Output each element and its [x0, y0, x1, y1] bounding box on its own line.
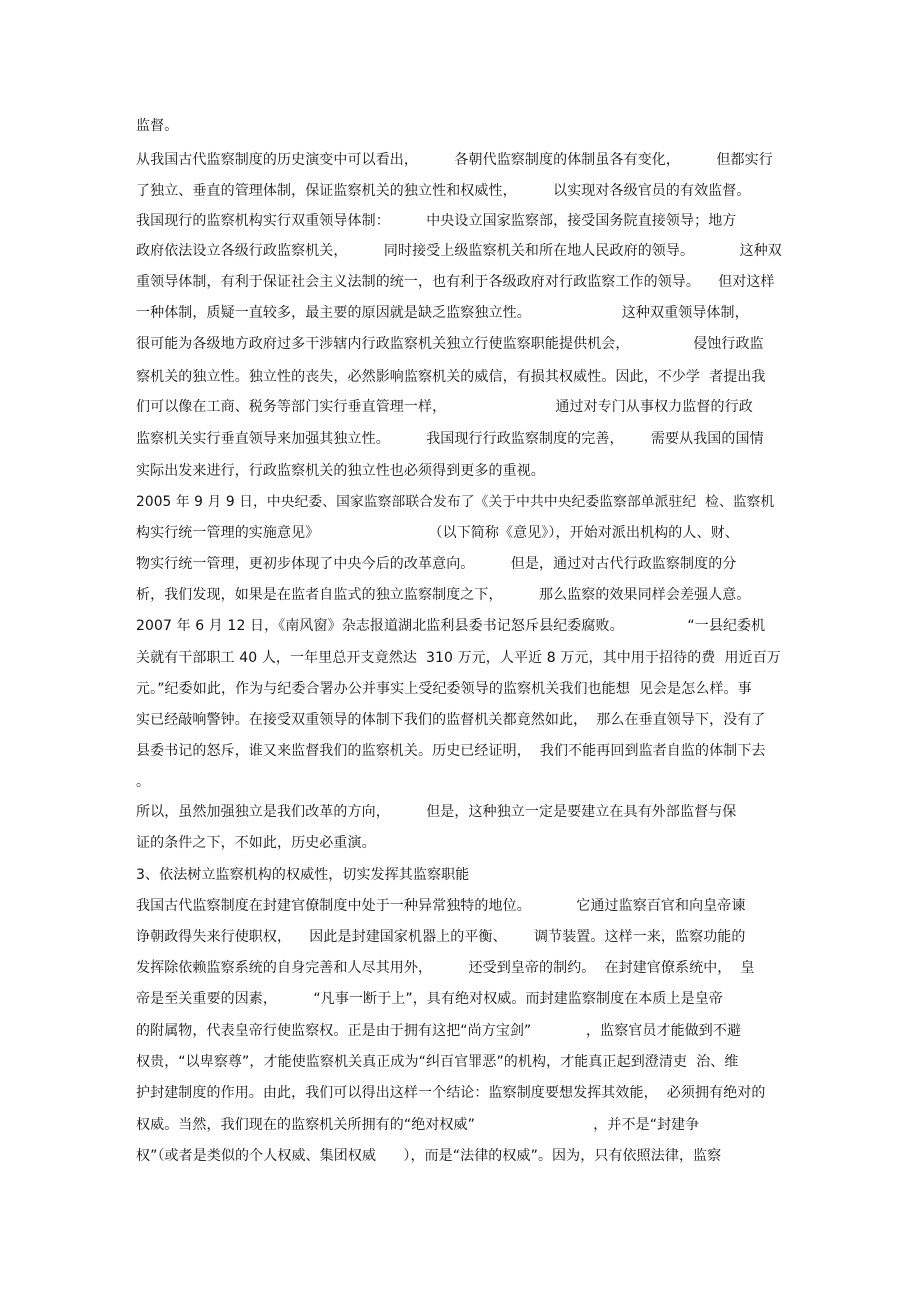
text-line: 权贵，“以卑察尊”，才能使监察机关真正成为“纠百官罪恶”的机构，才能真正起到澄清吏 治、维 — [136, 1054, 739, 1070]
text-line: 构实行统一管理的实施意见》 （以下简称《意见》），开始对派出机构的人、财、 — [136, 525, 739, 541]
text-line: 发挥除依赖监察系统的自身完善和人尽其用外， 还受到皇帝的制约。 在封建官僚系统中， 皇 — [136, 960, 755, 976]
text-line: 县委书记的怒斥，谁又来监督我们的监察机关。历史已经证明， 我们不能再回到监者自监的体制下去 — [136, 743, 766, 759]
text-line: 我国古代监察制度在封建官僚制度中处于一种异常独特的地位。 它通过监察百官和向皇帝谏 — [136, 898, 746, 914]
text-line: 帝是至关重要的因素， “凡事一断于上”，具有绝对权威。而封建监察制度在本质上是皇帝 — [136, 991, 723, 1007]
text-line: 们可以像在工商、税务等部门实行垂直管理一样， 通过对专门从事权力监督的行政 — [136, 399, 753, 415]
text-line: 实际出发来进行，行政监察机关的独立性也必须得到更多的重视。 — [136, 463, 545, 479]
text-line: 政府依法设立各级行政监察机关， 同时接受上级监察机关和所在地人民政府的领导。 这种双 — [136, 243, 782, 259]
text-line: 一种体制，质疑一直较多，最主要的原因就是缺乏监察独立性。 这种双重领导体制， — [136, 305, 749, 321]
text-line: 护封建制度的作用。由此，我们可以得出这样一个结论：监察制度要想发挥其效能， 必须拥有绝对的 — [136, 1085, 766, 1101]
text-line: 我国现行的监察机构实行双重领导体制： 中央设立国家监察部，接受国务院直接领导；地方 — [136, 213, 737, 229]
text-line: 证的条件之下，不如此，历史必重演。 — [136, 835, 376, 851]
text-line: 关就有干部职工 40 人，一年里总开支竟然达 310 万元，人平近 8 万元，其中用于招待的费 用近百万 — [136, 650, 781, 666]
text-line: 元。”纪委如此，作为与纪委合署办公并事实上受纪委领导的监察机关我们也能想 见会是怎么样。事 — [136, 681, 752, 697]
text-line: 的附属物，代表皇帝行使监察权。正是由于拥有这把“尚方宝剑” ，监察官员才能做到不避 — [136, 1023, 742, 1039]
text-line: 。 — [136, 774, 151, 790]
text-line: 很可能为各级地方政府过多干涉辖内行政监察机关独立行使监察职能提供机会， 侵蚀行政监 — [136, 336, 764, 352]
text-line: 2005 年 9 月 9 日，中央纪委、国家监察部联合发布了《关于中共中央纪委监察部单派驻纪 检、监察机 — [136, 494, 775, 510]
text-line: 权威。当然，我们现在的监察机关所拥有的“绝对权威” ，并不是“封建争 — [136, 1117, 700, 1133]
text-line: 所以，虽然加强独立是我们改革的方向， 但是，这种独立一定是要建立在具有外部监督与保 — [136, 804, 737, 820]
text-line: 实已经敲响警钟。在接受双重领导的体制下我们的监督机关都竟然如此， 那么在垂直领导下，没有了 — [136, 712, 766, 728]
text-line: 监督。 — [136, 118, 179, 134]
section-heading: 3、依法树立监察机构的权威性，切实发挥其监察职能 — [136, 867, 470, 883]
text-line: 从我国古代监察制度的历史演变中可以看出， 各朝代监察制度的体制虽各有变化， 但都实行 — [136, 152, 773, 168]
text-line: 诤朝政得失来行使职权， 因此是封建国家机器上的平衡、 调节装置。这样一来，监察功能的 — [136, 929, 746, 945]
text-line: 权”（或者是类似的个人权威、集团权威 ），而是“法律的权威”。因为，只有依照法律，监察 — [136, 1148, 722, 1164]
text-line: 物实行统一管理，更初步体现了中央今后的改革意向。 但是，通过对古代行政监察制度的分 — [136, 556, 737, 572]
text-line: 重领导体制，有利于保证社会主义法制的统一，也有利于各级政府对行政监察工作的领导。 但对这样 — [136, 274, 775, 290]
text-line: 察机关的独立性。独立性的丧失，必然影响监察机关的威信，有损其权威性。因此，不少学 者提出我 — [136, 369, 766, 385]
text-line: 析，我们发现，如果是在监者自监式的独立监察制度之下， 那么监察的效果同样会差强人意。 — [136, 587, 751, 603]
text-line: 了独立、垂直的管理体制，保证监察机关的独立性和权威性， 以实现对各级官员的有效监督。 — [136, 183, 751, 199]
text-line: 2007 年 6 月 12 日，《南风窗》杂志报道湖北监利县委书记怒斥县纪委腐败。 “一县纪委机 — [136, 618, 766, 634]
text-line: 监察机关实行垂直领导来加强其独立性。 我国现行行政监察制度的完善， 需要从我国的国情 — [136, 431, 764, 447]
